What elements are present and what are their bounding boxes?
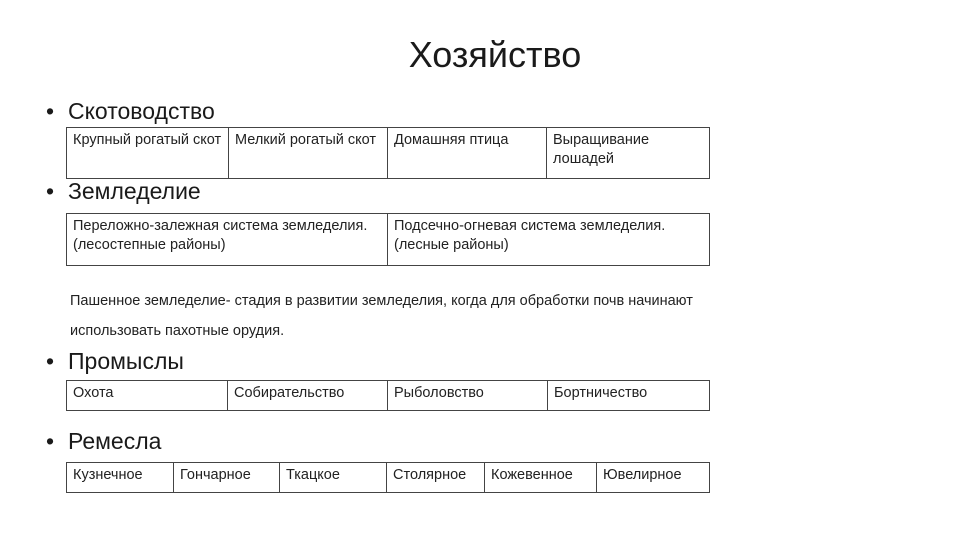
table-row (67, 214, 710, 266)
table-row (67, 463, 710, 493)
table-row (67, 381, 710, 411)
trades-table (66, 380, 710, 411)
bullet-icon: • (46, 178, 55, 204)
table-cell: Бортничество (548, 381, 710, 411)
table-cell: Кузнечное (67, 463, 174, 493)
heading-crafts-label: Ремесла (68, 428, 162, 454)
table-cell: Мелкий рогатый скот (229, 128, 388, 179)
table-cell: Кожевенное (485, 463, 597, 493)
table-cell: Рыболовство (388, 381, 548, 411)
heading-animal-husbandry (46, 98, 215, 125)
table-cell: Гончарное (174, 463, 280, 493)
table-cell: Столярное (387, 463, 485, 493)
plow-farming-note: Пашенное земледелие- стадия в развитии земледелия, когда для обработки почв начинают использовать пахотные орудия. (70, 293, 693, 339)
heading-farming (46, 178, 201, 205)
table-cell: Подсечно-огневая система земледелия. (лесные районы) (388, 214, 710, 266)
farming-table (66, 213, 710, 266)
table-cell: Собирательство (228, 381, 388, 411)
table-cell: Выращивание лошадей (547, 128, 710, 179)
bullet-icon: • (46, 428, 55, 454)
heading-crafts (46, 428, 161, 455)
bullet-icon: • (46, 98, 55, 124)
table-cell: Охота (67, 381, 228, 411)
heading-trades (46, 348, 184, 375)
heading-farming-label: Земледелие (68, 178, 201, 204)
table-cell: Ткацкое (280, 463, 387, 493)
table-cell: Ювелирное (597, 463, 710, 493)
table-cell: Крупный рогатый скот (67, 128, 229, 179)
table-cell: Переложно-залежная система земледелия. (лесостепные районы) (67, 214, 388, 266)
table-cell: Домашняя птица (388, 128, 547, 179)
bullet-icon: • (46, 348, 55, 374)
animal-husbandry-table (66, 127, 710, 179)
table-row (67, 128, 710, 179)
crafts-table (66, 462, 710, 493)
heading-animal-husbandry-label: Скотоводство (68, 98, 215, 124)
page-title: Хозяйство (408, 34, 582, 75)
heading-trades-label: Промыслы (68, 348, 184, 374)
